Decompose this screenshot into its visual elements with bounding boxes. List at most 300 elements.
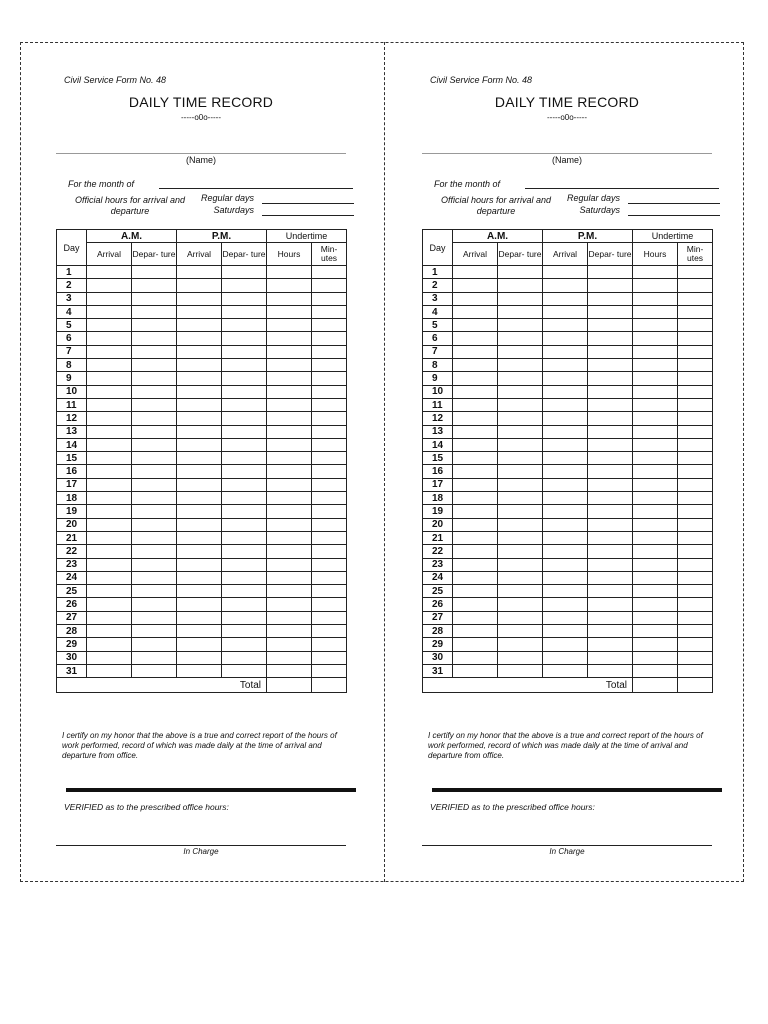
pm-arrival-cell[interactable]	[543, 611, 588, 624]
undertime-hours-cell[interactable]	[633, 545, 678, 558]
pm-arrival-cell[interactable]	[543, 625, 588, 638]
am-arrival-cell[interactable]	[453, 518, 498, 531]
pm-departure-cell[interactable]	[588, 385, 633, 398]
undertime-hours-cell[interactable]	[267, 571, 312, 584]
undertime-hours-cell[interactable]	[633, 452, 678, 465]
in-charge-signature-line[interactable]	[56, 845, 346, 846]
pm-arrival-cell[interactable]	[177, 465, 222, 478]
pm-arrival-cell[interactable]	[543, 359, 588, 372]
pm-departure-cell[interactable]	[588, 319, 633, 332]
am-departure-cell[interactable]	[132, 625, 177, 638]
am-departure-cell[interactable]	[132, 359, 177, 372]
am-arrival-cell[interactable]	[453, 279, 498, 292]
pm-arrival-cell[interactable]	[543, 531, 588, 544]
undertime-hours-cell[interactable]	[267, 372, 312, 385]
am-arrival-cell[interactable]	[453, 372, 498, 385]
am-arrival-cell[interactable]	[453, 292, 498, 305]
am-departure-cell[interactable]	[498, 478, 543, 491]
am-arrival-cell[interactable]	[453, 664, 498, 677]
undertime-hours-cell[interactable]	[633, 598, 678, 611]
am-departure-cell[interactable]	[498, 531, 543, 544]
pm-arrival-cell[interactable]	[543, 425, 588, 438]
am-departure-cell[interactable]	[498, 372, 543, 385]
pm-departure-cell[interactable]	[222, 571, 267, 584]
am-departure-cell[interactable]	[498, 452, 543, 465]
am-arrival-cell[interactable]	[453, 545, 498, 558]
undertime-hours-cell[interactable]	[633, 438, 678, 451]
am-departure-cell[interactable]	[132, 571, 177, 584]
am-arrival-cell[interactable]	[87, 545, 132, 558]
pm-arrival-cell[interactable]	[177, 638, 222, 651]
am-arrival-cell[interactable]	[87, 585, 132, 598]
undertime-hours-cell[interactable]	[267, 425, 312, 438]
undertime-hours-cell[interactable]	[633, 359, 678, 372]
am-arrival-cell[interactable]	[87, 611, 132, 624]
undertime-hours-cell[interactable]	[633, 518, 678, 531]
am-departure-cell[interactable]	[132, 452, 177, 465]
am-arrival-cell[interactable]	[453, 505, 498, 518]
undertime-hours-cell[interactable]	[633, 558, 678, 571]
am-departure-cell[interactable]	[132, 332, 177, 345]
am-departure-cell[interactable]	[132, 372, 177, 385]
pm-departure-cell[interactable]	[588, 531, 633, 544]
pm-arrival-cell[interactable]	[543, 438, 588, 451]
undertime-minutes-cell[interactable]	[678, 372, 713, 385]
undertime-hours-cell[interactable]	[267, 345, 312, 358]
undertime-hours-cell[interactable]	[267, 478, 312, 491]
pm-departure-cell[interactable]	[222, 651, 267, 664]
undertime-hours-cell[interactable]	[267, 279, 312, 292]
pm-departure-cell[interactable]	[588, 345, 633, 358]
pm-departure-cell[interactable]	[588, 425, 633, 438]
am-arrival-cell[interactable]	[453, 452, 498, 465]
pm-departure-cell[interactable]	[222, 638, 267, 651]
am-departure-cell[interactable]	[498, 425, 543, 438]
undertime-hours-cell[interactable]	[267, 319, 312, 332]
am-departure-cell[interactable]	[498, 558, 543, 571]
undertime-hours-cell[interactable]	[633, 585, 678, 598]
pm-departure-cell[interactable]	[588, 478, 633, 491]
pm-departure-cell[interactable]	[222, 438, 267, 451]
am-arrival-cell[interactable]	[453, 332, 498, 345]
undertime-minutes-cell[interactable]	[678, 385, 713, 398]
total-minutes-cell[interactable]	[678, 678, 713, 693]
pm-arrival-cell[interactable]	[177, 452, 222, 465]
pm-departure-cell[interactable]	[222, 558, 267, 571]
am-departure-cell[interactable]	[132, 385, 177, 398]
undertime-minutes-cell[interactable]	[678, 585, 713, 598]
am-arrival-cell[interactable]	[87, 266, 132, 279]
am-departure-cell[interactable]	[498, 465, 543, 478]
am-departure-cell[interactable]	[498, 625, 543, 638]
am-departure-cell[interactable]	[132, 319, 177, 332]
undertime-hours-cell[interactable]	[267, 266, 312, 279]
month-field-line[interactable]	[525, 188, 719, 189]
am-arrival-cell[interactable]	[87, 385, 132, 398]
undertime-minutes-cell[interactable]	[312, 425, 347, 438]
undertime-minutes-cell[interactable]	[678, 292, 713, 305]
pm-departure-cell[interactable]	[588, 412, 633, 425]
undertime-minutes-cell[interactable]	[312, 292, 347, 305]
am-arrival-cell[interactable]	[87, 292, 132, 305]
undertime-minutes-cell[interactable]	[678, 345, 713, 358]
pm-arrival-cell[interactable]	[543, 292, 588, 305]
undertime-hours-cell[interactable]	[267, 518, 312, 531]
undertime-minutes-cell[interactable]	[678, 492, 713, 505]
pm-arrival-cell[interactable]	[177, 266, 222, 279]
pm-arrival-cell[interactable]	[177, 558, 222, 571]
pm-departure-cell[interactable]	[222, 359, 267, 372]
undertime-hours-cell[interactable]	[267, 664, 312, 677]
am-departure-cell[interactable]	[498, 359, 543, 372]
am-arrival-cell[interactable]	[87, 438, 132, 451]
am-departure-cell[interactable]	[498, 611, 543, 624]
regular-days-field-line[interactable]	[628, 203, 720, 204]
name-field-line[interactable]	[422, 153, 712, 154]
pm-arrival-cell[interactable]	[177, 492, 222, 505]
pm-arrival-cell[interactable]	[177, 478, 222, 491]
am-arrival-cell[interactable]	[453, 412, 498, 425]
undertime-hours-cell[interactable]	[633, 478, 678, 491]
undertime-minutes-cell[interactable]	[678, 611, 713, 624]
am-departure-cell[interactable]	[498, 492, 543, 505]
total-hours-cell[interactable]	[267, 678, 312, 693]
undertime-hours-cell[interactable]	[267, 651, 312, 664]
am-arrival-cell[interactable]	[87, 598, 132, 611]
am-departure-cell[interactable]	[498, 332, 543, 345]
pm-departure-cell[interactable]	[222, 425, 267, 438]
undertime-minutes-cell[interactable]	[678, 452, 713, 465]
am-arrival-cell[interactable]	[453, 319, 498, 332]
am-departure-cell[interactable]	[498, 398, 543, 411]
pm-arrival-cell[interactable]	[177, 332, 222, 345]
am-arrival-cell[interactable]	[87, 359, 132, 372]
undertime-minutes-cell[interactable]	[312, 359, 347, 372]
pm-arrival-cell[interactable]	[543, 571, 588, 584]
am-departure-cell[interactable]	[132, 398, 177, 411]
pm-departure-cell[interactable]	[222, 545, 267, 558]
undertime-minutes-cell[interactable]	[678, 305, 713, 318]
undertime-hours-cell[interactable]	[633, 492, 678, 505]
undertime-minutes-cell[interactable]	[312, 319, 347, 332]
am-departure-cell[interactable]	[132, 345, 177, 358]
am-departure-cell[interactable]	[132, 292, 177, 305]
undertime-hours-cell[interactable]	[267, 465, 312, 478]
am-departure-cell[interactable]	[498, 279, 543, 292]
undertime-hours-cell[interactable]	[633, 638, 678, 651]
pm-arrival-cell[interactable]	[177, 398, 222, 411]
undertime-minutes-cell[interactable]	[312, 266, 347, 279]
pm-departure-cell[interactable]	[222, 611, 267, 624]
undertime-minutes-cell[interactable]	[312, 279, 347, 292]
undertime-minutes-cell[interactable]	[678, 558, 713, 571]
undertime-minutes-cell[interactable]	[312, 452, 347, 465]
am-arrival-cell[interactable]	[87, 651, 132, 664]
pm-arrival-cell[interactable]	[177, 664, 222, 677]
pm-departure-cell[interactable]	[222, 465, 267, 478]
undertime-minutes-cell[interactable]	[678, 638, 713, 651]
am-departure-cell[interactable]	[498, 545, 543, 558]
pm-arrival-cell[interactable]	[177, 611, 222, 624]
am-arrival-cell[interactable]	[453, 425, 498, 438]
undertime-hours-cell[interactable]	[267, 585, 312, 598]
undertime-minutes-cell[interactable]	[678, 465, 713, 478]
pm-departure-cell[interactable]	[588, 305, 633, 318]
pm-departure-cell[interactable]	[222, 492, 267, 505]
pm-arrival-cell[interactable]	[177, 518, 222, 531]
undertime-minutes-cell[interactable]	[312, 385, 347, 398]
pm-departure-cell[interactable]	[588, 664, 633, 677]
undertime-hours-cell[interactable]	[633, 571, 678, 584]
undertime-minutes-cell[interactable]	[312, 492, 347, 505]
pm-departure-cell[interactable]	[588, 518, 633, 531]
undertime-hours-cell[interactable]	[267, 492, 312, 505]
undertime-hours-cell[interactable]	[267, 638, 312, 651]
undertime-minutes-cell[interactable]	[678, 598, 713, 611]
undertime-minutes-cell[interactable]	[678, 478, 713, 491]
am-arrival-cell[interactable]	[87, 638, 132, 651]
undertime-minutes-cell[interactable]	[312, 465, 347, 478]
pm-departure-cell[interactable]	[588, 625, 633, 638]
pm-departure-cell[interactable]	[588, 279, 633, 292]
pm-departure-cell[interactable]	[222, 385, 267, 398]
undertime-minutes-cell[interactable]	[312, 305, 347, 318]
undertime-hours-cell[interactable]	[267, 359, 312, 372]
undertime-minutes-cell[interactable]	[678, 531, 713, 544]
pm-departure-cell[interactable]	[222, 531, 267, 544]
am-arrival-cell[interactable]	[87, 531, 132, 544]
pm-departure-cell[interactable]	[588, 372, 633, 385]
undertime-minutes-cell[interactable]	[312, 664, 347, 677]
pm-departure-cell[interactable]	[588, 452, 633, 465]
undertime-minutes-cell[interactable]	[312, 505, 347, 518]
pm-arrival-cell[interactable]	[543, 664, 588, 677]
undertime-hours-cell[interactable]	[633, 345, 678, 358]
undertime-hours-cell[interactable]	[267, 598, 312, 611]
pm-departure-cell[interactable]	[588, 571, 633, 584]
undertime-hours-cell[interactable]	[267, 398, 312, 411]
pm-departure-cell[interactable]	[588, 611, 633, 624]
am-arrival-cell[interactable]	[453, 638, 498, 651]
pm-arrival-cell[interactable]	[177, 571, 222, 584]
am-departure-cell[interactable]	[498, 305, 543, 318]
pm-departure-cell[interactable]	[222, 452, 267, 465]
pm-arrival-cell[interactable]	[543, 492, 588, 505]
saturdays-field-line[interactable]	[262, 215, 354, 216]
pm-arrival-cell[interactable]	[543, 332, 588, 345]
undertime-minutes-cell[interactable]	[678, 505, 713, 518]
am-arrival-cell[interactable]	[87, 345, 132, 358]
pm-departure-cell[interactable]	[588, 558, 633, 571]
pm-arrival-cell[interactable]	[177, 292, 222, 305]
am-arrival-cell[interactable]	[87, 571, 132, 584]
am-arrival-cell[interactable]	[453, 531, 498, 544]
pm-arrival-cell[interactable]	[177, 425, 222, 438]
undertime-minutes-cell[interactable]	[678, 545, 713, 558]
pm-departure-cell[interactable]	[588, 492, 633, 505]
pm-arrival-cell[interactable]	[543, 598, 588, 611]
am-arrival-cell[interactable]	[87, 279, 132, 292]
am-departure-cell[interactable]	[132, 412, 177, 425]
regular-days-field-line[interactable]	[262, 203, 354, 204]
undertime-hours-cell[interactable]	[267, 438, 312, 451]
pm-departure-cell[interactable]	[222, 372, 267, 385]
pm-arrival-cell[interactable]	[177, 545, 222, 558]
undertime-hours-cell[interactable]	[633, 425, 678, 438]
am-arrival-cell[interactable]	[453, 611, 498, 624]
am-arrival-cell[interactable]	[87, 465, 132, 478]
undertime-minutes-cell[interactable]	[312, 531, 347, 544]
am-arrival-cell[interactable]	[87, 478, 132, 491]
undertime-minutes-cell[interactable]	[312, 412, 347, 425]
undertime-minutes-cell[interactable]	[312, 345, 347, 358]
am-arrival-cell[interactable]	[453, 385, 498, 398]
pm-arrival-cell[interactable]	[543, 412, 588, 425]
undertime-hours-cell[interactable]	[633, 664, 678, 677]
pm-arrival-cell[interactable]	[177, 625, 222, 638]
pm-arrival-cell[interactable]	[543, 279, 588, 292]
undertime-hours-cell[interactable]	[267, 531, 312, 544]
pm-arrival-cell[interactable]	[543, 558, 588, 571]
undertime-minutes-cell[interactable]	[312, 625, 347, 638]
undertime-hours-cell[interactable]	[633, 412, 678, 425]
am-departure-cell[interactable]	[498, 598, 543, 611]
am-arrival-cell[interactable]	[87, 492, 132, 505]
undertime-minutes-cell[interactable]	[312, 638, 347, 651]
pm-arrival-cell[interactable]	[543, 465, 588, 478]
pm-departure-cell[interactable]	[222, 598, 267, 611]
pm-departure-cell[interactable]	[588, 598, 633, 611]
undertime-hours-cell[interactable]	[633, 332, 678, 345]
am-departure-cell[interactable]	[132, 438, 177, 451]
pm-departure-cell[interactable]	[588, 465, 633, 478]
pm-departure-cell[interactable]	[222, 266, 267, 279]
am-departure-cell[interactable]	[132, 598, 177, 611]
pm-departure-cell[interactable]	[222, 625, 267, 638]
am-departure-cell[interactable]	[498, 638, 543, 651]
am-departure-cell[interactable]	[132, 492, 177, 505]
pm-arrival-cell[interactable]	[177, 319, 222, 332]
total-hours-cell[interactable]	[633, 678, 678, 693]
undertime-hours-cell[interactable]	[267, 505, 312, 518]
pm-arrival-cell[interactable]	[177, 651, 222, 664]
am-arrival-cell[interactable]	[453, 305, 498, 318]
pm-arrival-cell[interactable]	[177, 372, 222, 385]
am-departure-cell[interactable]	[132, 465, 177, 478]
am-arrival-cell[interactable]	[87, 412, 132, 425]
pm-arrival-cell[interactable]	[177, 585, 222, 598]
am-arrival-cell[interactable]	[453, 571, 498, 584]
pm-departure-cell[interactable]	[588, 266, 633, 279]
am-departure-cell[interactable]	[132, 585, 177, 598]
am-departure-cell[interactable]	[498, 412, 543, 425]
am-departure-cell[interactable]	[132, 305, 177, 318]
am-departure-cell[interactable]	[132, 611, 177, 624]
total-minutes-cell[interactable]	[312, 678, 347, 693]
am-arrival-cell[interactable]	[453, 625, 498, 638]
am-arrival-cell[interactable]	[453, 438, 498, 451]
pm-arrival-cell[interactable]	[543, 345, 588, 358]
am-departure-cell[interactable]	[132, 651, 177, 664]
am-arrival-cell[interactable]	[87, 372, 132, 385]
undertime-minutes-cell[interactable]	[678, 412, 713, 425]
am-departure-cell[interactable]	[498, 319, 543, 332]
pm-arrival-cell[interactable]	[543, 585, 588, 598]
undertime-hours-cell[interactable]	[633, 372, 678, 385]
pm-departure-cell[interactable]	[222, 345, 267, 358]
undertime-minutes-cell[interactable]	[678, 279, 713, 292]
undertime-minutes-cell[interactable]	[678, 438, 713, 451]
undertime-hours-cell[interactable]	[633, 319, 678, 332]
pm-arrival-cell[interactable]	[543, 305, 588, 318]
pm-arrival-cell[interactable]	[177, 598, 222, 611]
undertime-minutes-cell[interactable]	[678, 571, 713, 584]
am-departure-cell[interactable]	[498, 571, 543, 584]
undertime-minutes-cell[interactable]	[312, 518, 347, 531]
pm-arrival-cell[interactable]	[177, 305, 222, 318]
am-departure-cell[interactable]	[132, 558, 177, 571]
am-departure-cell[interactable]	[498, 518, 543, 531]
month-field-line[interactable]	[159, 188, 353, 189]
pm-arrival-cell[interactable]	[543, 478, 588, 491]
am-departure-cell[interactable]	[132, 478, 177, 491]
pm-departure-cell[interactable]	[588, 359, 633, 372]
undertime-minutes-cell[interactable]	[312, 571, 347, 584]
undertime-minutes-cell[interactable]	[312, 478, 347, 491]
am-departure-cell[interactable]	[132, 279, 177, 292]
am-arrival-cell[interactable]	[453, 398, 498, 411]
am-departure-cell[interactable]	[132, 545, 177, 558]
undertime-minutes-cell[interactable]	[312, 598, 347, 611]
am-departure-cell[interactable]	[132, 425, 177, 438]
undertime-minutes-cell[interactable]	[678, 319, 713, 332]
am-arrival-cell[interactable]	[87, 305, 132, 318]
pm-arrival-cell[interactable]	[543, 319, 588, 332]
undertime-minutes-cell[interactable]	[312, 332, 347, 345]
pm-departure-cell[interactable]	[222, 412, 267, 425]
pm-departure-cell[interactable]	[222, 292, 267, 305]
pm-arrival-cell[interactable]	[543, 266, 588, 279]
am-departure-cell[interactable]	[498, 345, 543, 358]
undertime-hours-cell[interactable]	[267, 332, 312, 345]
undertime-hours-cell[interactable]	[267, 625, 312, 638]
undertime-minutes-cell[interactable]	[678, 359, 713, 372]
pm-departure-cell[interactable]	[588, 545, 633, 558]
pm-arrival-cell[interactable]	[177, 279, 222, 292]
pm-arrival-cell[interactable]	[177, 531, 222, 544]
undertime-minutes-cell[interactable]	[312, 611, 347, 624]
pm-departure-cell[interactable]	[222, 505, 267, 518]
undertime-minutes-cell[interactable]	[312, 585, 347, 598]
am-departure-cell[interactable]	[132, 266, 177, 279]
undertime-minutes-cell[interactable]	[312, 372, 347, 385]
am-departure-cell[interactable]	[498, 438, 543, 451]
pm-departure-cell[interactable]	[588, 438, 633, 451]
am-departure-cell[interactable]	[132, 638, 177, 651]
am-departure-cell[interactable]	[498, 292, 543, 305]
undertime-hours-cell[interactable]	[267, 292, 312, 305]
undertime-hours-cell[interactable]	[633, 465, 678, 478]
name-field-line[interactable]	[56, 153, 346, 154]
in-charge-signature-line[interactable]	[422, 845, 712, 846]
undertime-hours-cell[interactable]	[633, 505, 678, 518]
undertime-minutes-cell[interactable]	[312, 558, 347, 571]
am-departure-cell[interactable]	[498, 385, 543, 398]
undertime-hours-cell[interactable]	[633, 266, 678, 279]
pm-departure-cell[interactable]	[222, 585, 267, 598]
undertime-hours-cell[interactable]	[633, 651, 678, 664]
am-arrival-cell[interactable]	[87, 332, 132, 345]
